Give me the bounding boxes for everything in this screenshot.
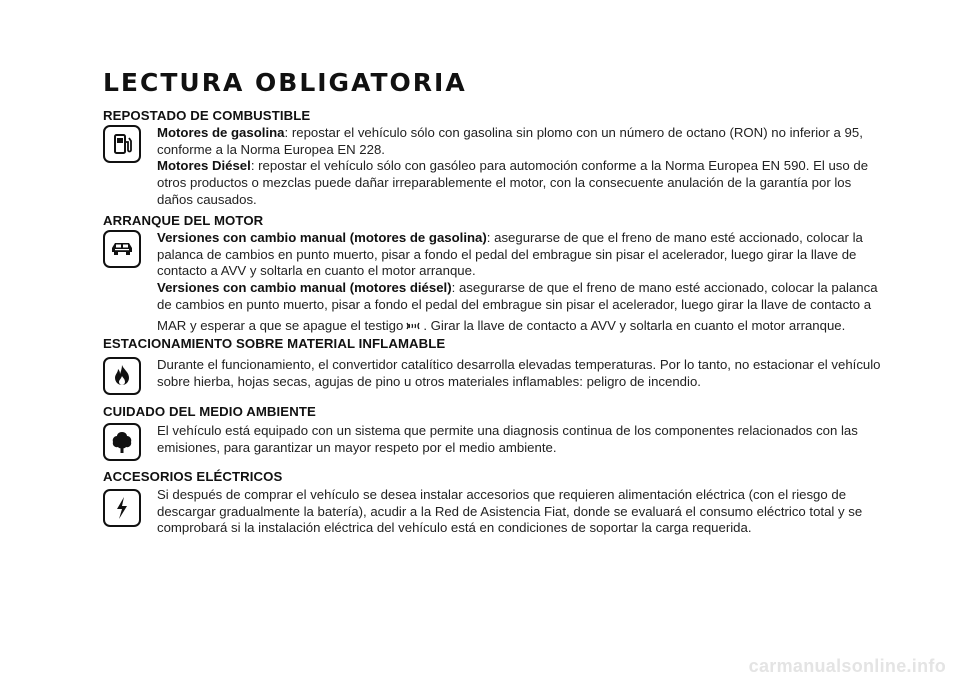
paragraph-flammable: Durante el funcionamiento, el convertidor catalítico desarrolla elevadas temperaturas. Por lo tanto, no estacionar el vehículo sobre hierba, hojas secas, agujas de pino u otros materiales inflamables: peligro de incendio.: [157, 357, 881, 389]
paragraph-manual-diesel-cont: [157, 318, 887, 336]
lead-petrol: Motores de gasolina: [157, 125, 285, 140]
paragraph-manual-diesel: [157, 280, 887, 313]
paragraph-manual-petrol: [157, 230, 887, 280]
section-heading-fuel: REPOSTADO DE COMBUSTIBLE: [103, 108, 311, 123]
section-body-engine-start: [157, 230, 887, 335]
section-body-electrical: [157, 487, 887, 537]
car-icon: [103, 230, 141, 268]
section-body-environment: [157, 423, 887, 456]
page-title: LECTURA OBLIGATORIA: [103, 68, 467, 97]
lightning-icon: [103, 489, 141, 527]
section-body-fuel: [157, 125, 887, 209]
section-heading-environment: CUIDADO DEL MEDIO AMBIENTE: [103, 404, 316, 419]
lead-manual-petrol: Versiones con cambio manual (motores de gasolina): [157, 230, 487, 245]
fuel-pump-icon: [103, 125, 141, 163]
text-manual-diesel-2: MAR y esperar a que se apague el testigo: [157, 317, 404, 333]
paragraph-diesel: [157, 158, 887, 208]
tree-icon: [103, 423, 141, 461]
paragraph-electrical: Si después de comprar el vehículo se desea instalar accesorios que requieren alimentación eléctrica (con el riesgo de descargar gradualmente la batería), acudir a la Red de Asistencia Fiat, donde se evaluará el consumo eléctrico total y se comprobará si la instalación eléctrica del vehículo está en condiciones de soportar la carga requerida.: [157, 487, 863, 536]
glow-plug-icon: [406, 319, 420, 336]
text-diesel: : repostar el vehículo sólo con gasóleo para automoción conforme a la Norma Europea EN 590. El uso de otros productos o mezclas puede dañar irreparablemente el motor, con la consecuente anulación de la garantía por los daños causados.: [157, 158, 869, 207]
text-manual-diesel-3: . Girar la llave de contacto a AVV y soltarla en cuanto el motor arranque.: [423, 317, 846, 333]
text-manual-diesel: : asegurarse de que el freno de mano esté accionado, colocar la palanca de cambios en punto muerto, pisar a fondo el pedal del embrague sin pisar el acelerador, luego girar la llave de contacto a: [157, 280, 878, 312]
section-heading-electrical: ACCESORIOS ELÉCTRICOS: [103, 469, 283, 484]
section-body-flammable: [157, 357, 887, 390]
lead-diesel: Motores Diésel: [157, 158, 251, 174]
watermark: carmanualsonline.info: [748, 656, 946, 676]
section-heading-flammable: ESTACIONAMIENTO SOBRE MATERIAL INFLAMABLE: [103, 336, 446, 351]
lead-manual-diesel: Versiones con cambio manual (motores diésel): [157, 280, 452, 296]
section-heading-engine-start: ARRANQUE DEL MOTOR: [103, 213, 264, 228]
paragraph-petrol: [157, 125, 887, 158]
text-manual-petrol: : asegurarse de que el freno de mano esté accionado, colocar la palanca de cambios en punto muerto, pisar a fondo el pedal del embrague sin pisar el acelerador, luego girar la llave de contacto a AVV y soltarla en cuanto el motor arranque.: [157, 230, 863, 279]
paragraph-environment: El vehículo está equipado con un sistema que permite una diagnosis continua de los componentes relacionados con las emisiones, para garantizar un mayor respeto por el medio ambiente.: [157, 423, 858, 455]
text-petrol: : repostar el vehículo sólo con gasolina sin plomo con un número de octano (RON) no inferior a 95, conforme a la Norma Europea EN 228.: [157, 125, 863, 157]
flame-icon: [103, 357, 141, 395]
